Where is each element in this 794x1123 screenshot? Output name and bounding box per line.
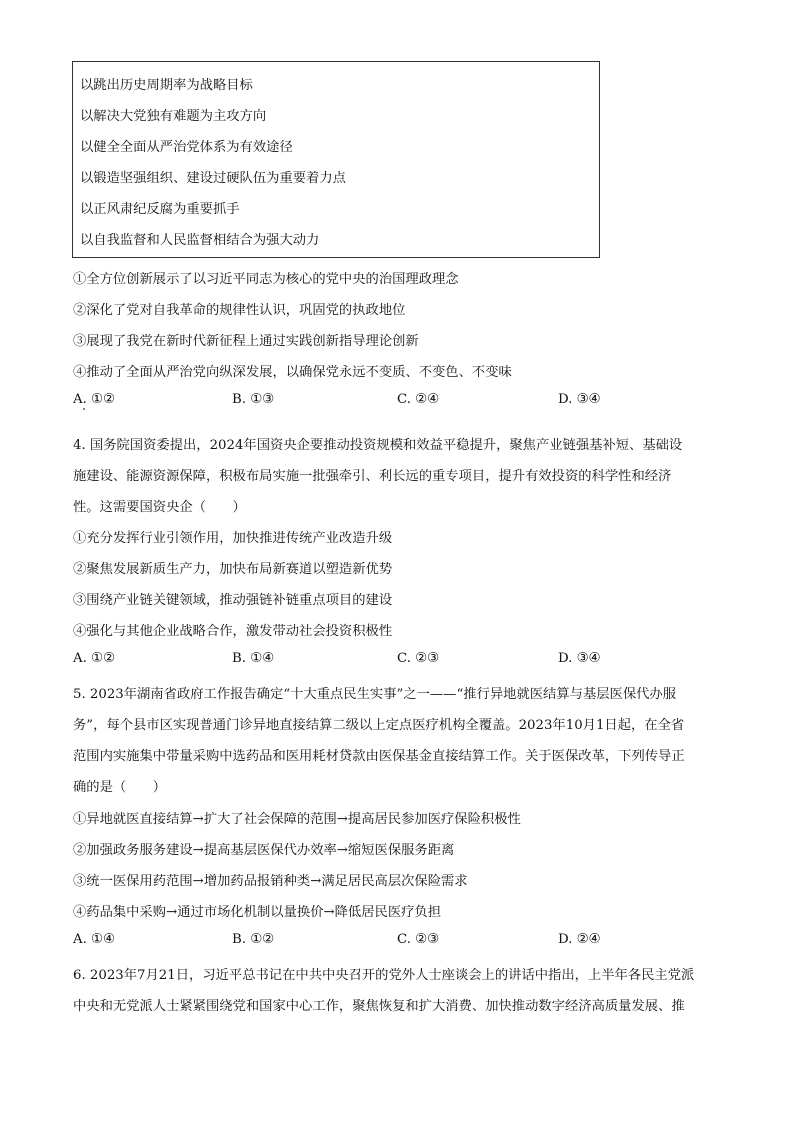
q4-option-c[interactable]: C. ②③ xyxy=(397,651,439,666)
q5-stem-line: 确的是（ ） xyxy=(73,780,167,795)
quote-box xyxy=(72,61,600,258)
q5-option-b[interactable]: B. ①② xyxy=(232,932,275,947)
q5-stem-line: 范围内实施集中带量采购中选药品和医用耗材贷款由医保基金直接结算工作。关于医保改革，下列传导正 xyxy=(73,749,685,764)
q4-stem-line: 性。这需要国资央企（ ） xyxy=(73,500,246,515)
q3-statement-3: ③展现了我党在新时代新征程上通过实践创新指导理论创新 xyxy=(73,334,419,349)
q3-statement-4: ④推动了全面从严治党向纵深发展，以确保党永远不变质、不变色、不变味 xyxy=(73,365,512,380)
q4-option-d[interactable]: D. ③④ xyxy=(558,651,601,666)
q4-statement-3: ③围绕产业链关键领域，推动强链补链重点项目的建设 xyxy=(73,593,393,608)
q3-option-c[interactable]: C. ②④ xyxy=(397,392,439,407)
stray-mark xyxy=(83,408,85,410)
q5-statement-4: ④药品集中采购→通过市场化机制以量换价→降低居民医疗负担 xyxy=(73,905,442,920)
q5-stem-line: 5. 2023年湖南省政府工作报告确定“十大重点民生实事”之一——“推行异地就医结算与基层医保代办服 xyxy=(73,687,677,702)
box-line: 以健全全面从严治党体系为有效途径 xyxy=(80,140,293,155)
q4-option-a[interactable]: A. ①② xyxy=(73,651,115,666)
q5-option-a[interactable]: A. ①④ xyxy=(73,932,115,947)
q4-option-b[interactable]: B. ①④ xyxy=(232,651,275,666)
box-line: 以解决大党独有难题为主攻方向 xyxy=(80,109,267,124)
q3-statement-1: ①全方位创新展示了以习近平同志为核心的党中央的治国理政理念 xyxy=(73,272,459,287)
q3-statement-2: ②深化了党对自我革命的规律性认识，巩固党的执政地位 xyxy=(73,303,406,318)
q4-stem-line: 施建设、能源资源保障，积极布局实施一批强牵引、利长远的重专项目，提升有效投资的科学性和经济 xyxy=(73,469,672,484)
q3-option-a[interactable]: A. ①② xyxy=(73,392,115,407)
q4-stem-line: 4. 国务院国资委提出，2024年国资央企要推动投资规模和效益平稳提升，聚焦产业链强基补短、基础设 xyxy=(73,438,683,453)
q5-statement-1: ①异地就医直接结算→扩大了社会保障的范围→提高居民参加医疗保险积极性 xyxy=(73,812,521,827)
q5-option-d[interactable]: D. ②④ xyxy=(558,932,601,947)
box-line: 以正风肃纪反腐为重要抓手 xyxy=(80,202,240,217)
q4-statement-2: ②聚焦发展新质生产力，加快布局新赛道以塑造新优势 xyxy=(73,562,393,577)
q5-statement-3: ③统一医保用药范围→增加药品报销种类→满足居民高层次保险需求 xyxy=(73,874,468,889)
q5-statement-2: ②加强政务服务建设→提高基层医保代办效率→缩短医保服务距离 xyxy=(73,843,455,858)
q6-stem-line: 中央和无党派人士紧紧围绕党和国家中心工作，聚焦恢复和扩大消费、加快推动数字经济高质量发展、推 xyxy=(73,999,685,1014)
q3-option-d[interactable]: D. ③④ xyxy=(558,392,601,407)
q5-stem-line: 务”，每个县市区实现普通门诊异地直接结算二级以上定点医疗机构全覆盖。2023年10月1日起，在全省 xyxy=(73,718,685,733)
box-line: 以锻造坚强组织、建设过硬队伍为重要着力点 xyxy=(80,171,346,186)
q6-stem-line: 6. 2023年7月21日，习近平总书记在中共中央召开的党外人士座谈会上的讲话中指出，上半年各民主党派 xyxy=(73,968,695,983)
box-line: 以跳出历史周期率为战略目标 xyxy=(80,78,253,93)
q4-statement-1: ①充分发挥行业引领作用，加快推进传统产业改造升级 xyxy=(73,531,393,546)
q4-statement-4: ④强化与其他企业战略合作，激发带动社会投资积极性 xyxy=(73,624,393,639)
box-line: 以自我监督和人民监督相结合为强大动力 xyxy=(80,233,320,248)
q3-option-b[interactable]: B. ①③ xyxy=(232,392,275,407)
q5-option-c[interactable]: C. ②③ xyxy=(397,932,439,947)
